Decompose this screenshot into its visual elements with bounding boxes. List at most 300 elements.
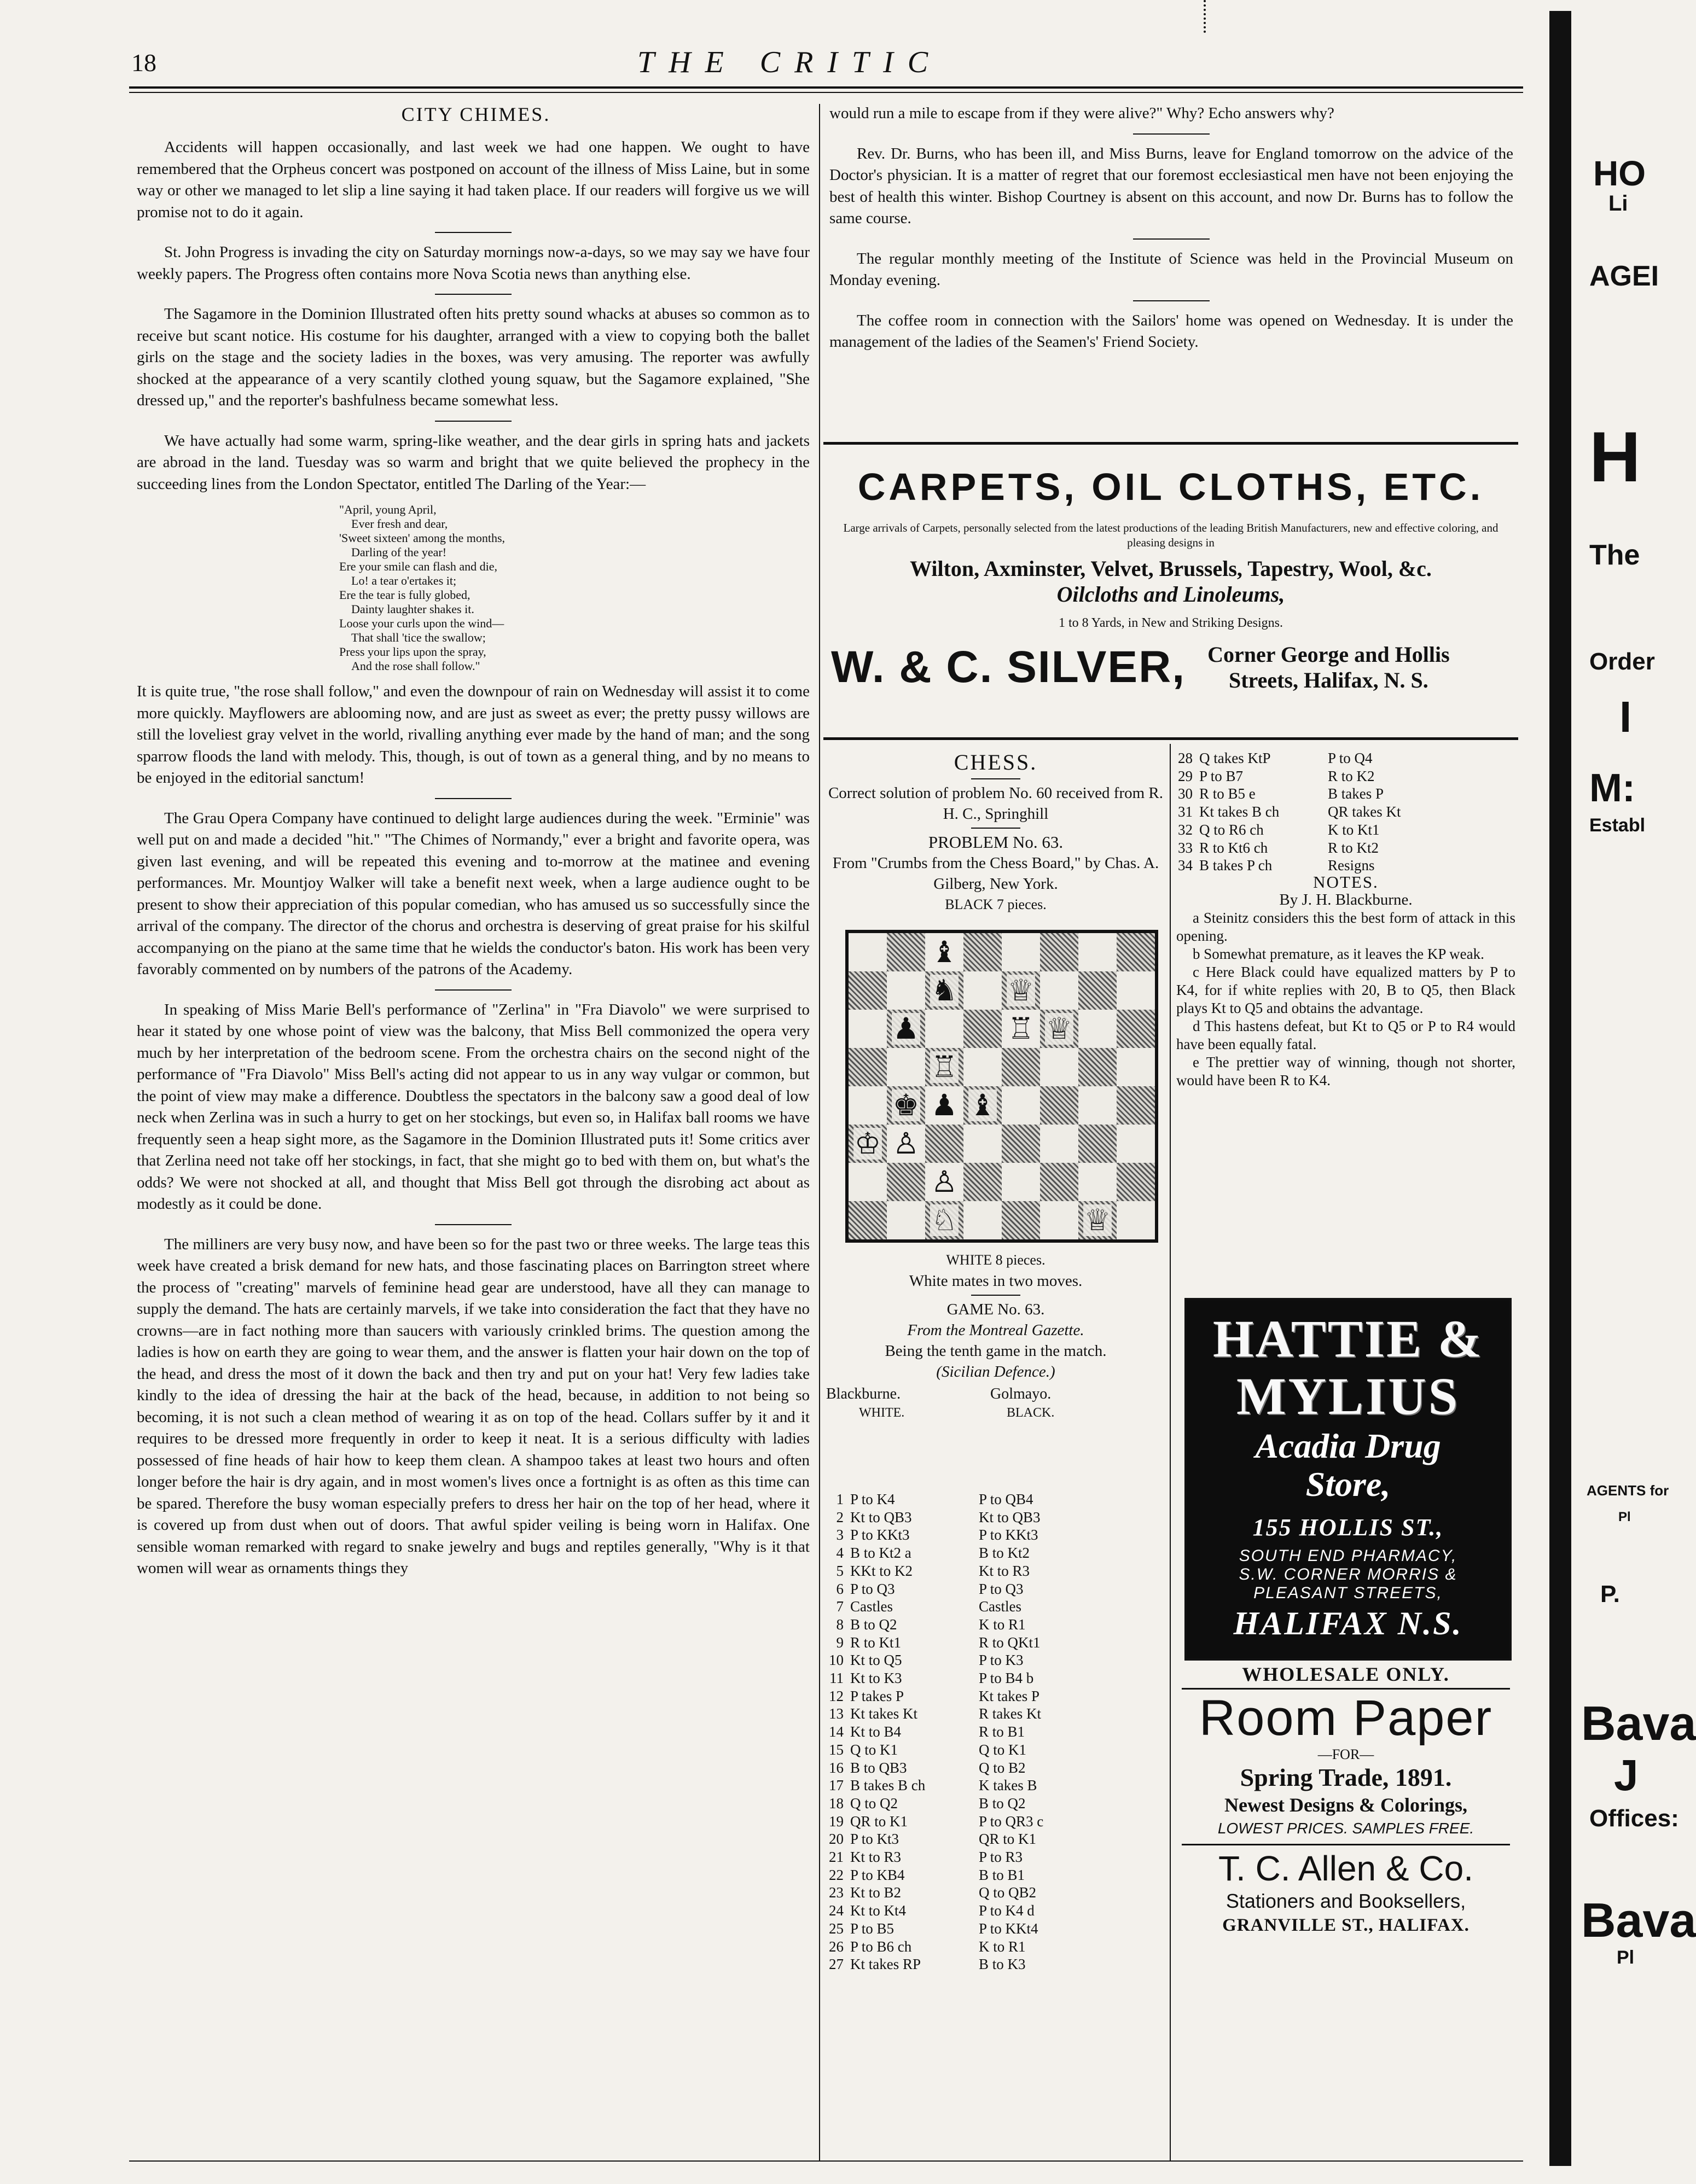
poem-line: Lo! a tear o'ertakes it; [351,574,457,587]
col2-paragraph: The regular monthly meeting of the Institute of Science was held in the Provincial Museum on Monday evening. [829,249,1513,289]
move-row [826,1669,1165,1687]
chess-piece: ♚ [892,1089,920,1122]
move-white: R to Kt6 ch [1199,839,1268,856]
room-paper-ad [1176,1663,1515,1937]
move-white: B to Kt2 a [850,1545,911,1562]
move-number: 17 [829,1777,844,1794]
board-square [963,1201,1002,1239]
board-square [849,1086,887,1125]
chess-piece: ♝ [969,1089,996,1122]
move-white: P to KKt3 [850,1527,910,1544]
move-black: K to R1 [979,1616,1026,1633]
chess-piece: ♔ [854,1127,881,1160]
board-square [1078,1125,1117,1163]
move-row [826,1580,1165,1598]
move-white: Kt to R3 [850,1849,902,1866]
col2-paragraph: The coffee room in connection with the Sailors' home was opened on Wednesday. It is under the management of the ladies of the Seamen's' Friend Society. [829,311,1513,351]
chess-piece: ♘ [931,1204,958,1237]
board-square [925,1125,963,1163]
problem-task: White mates in two moves. [909,1272,1083,1290]
neighbour-fragment: Offices: [1589,1805,1679,1832]
note: e The prettier way of winning, though not shorter, would have been R to K4. [1176,1054,1515,1088]
board-square [1040,1010,1078,1048]
board-square [963,1010,1002,1048]
move-black: Q to B2 [979,1759,1026,1776]
game-description: Being the tenth game in the match. [885,1342,1107,1360]
chess-piece: ♕ [1046,1012,1073,1045]
board-square [925,1201,963,1239]
move-number: 7 [836,1598,844,1615]
move-white: Kt to QB3 [850,1509,912,1525]
player-black: Golmayo. [990,1385,1052,1402]
neighbour-fragment: J [1614,1751,1639,1799]
move-white: Kt to B2 [850,1884,902,1901]
move-white: Q to K1 [850,1741,898,1758]
separator [1133,300,1210,301]
move-row [826,1902,1165,1920]
game-moves-left [826,1490,1165,1973]
move-number: 14 [829,1723,844,1740]
paper-ad-prices: LOWEST PRICES. SAMPLES FREE. [1217,1820,1474,1837]
board-square [887,1163,925,1201]
board-square [849,1163,887,1201]
paper-ad-for: —FOR— [1317,1746,1374,1762]
city-chimes-paragraph: The Grau Opera Company have continued to delight large audiences during the week. "Erminie" was well put on and made a decided "hit." "The Chimes of Normandy," ever a bright and favorite opera, was given last evening, and will be repeated this evening and to-morrow at the matinee and evening performances. Mr. Mountjoy Walker will take a benefit next week, when a large audience ought to be present to show their appreciation of this popular comedian, who has amused us so successfully since the arrival of the company. The director of the chorus and orchestra is deserving of great praise for his skilful accompanying on the piano at the same time that he wields the conductor's baton. His work has been very favorably commented on by numbers of the patrons of the Academy. [137,809,810,978]
poem-line: Ere your smile can flash and die, [339,560,497,573]
col2-paragraph: would run a mile to escape from if they were alive?" Why? Echo answers why? [829,104,1334,122]
city-chimes-paragraph: The milliners are very busy now, and have been so for the past two or three weeks. The large teas this week have created a brisk demand for new hats, and those fascinating places on Barrington street where the process of "creating" marvels of feminine head gear are understood, have all they can manage to supply the demand. The hats are certainly marvels, if we take into consideration the fact that they have no crowns—are in fact nothing more than saucers with variously crinkled brims. The question among the ladies is how on earth they are going to wear them, and the answer is flatten your hair down on the top of the head, and dress the most of it down the back and then try and put on your hat! Very few ladies take kindly to the idea of dressing the hair at the back of the head, because, in addition to not being so becoming, it is not such a clean method of wearing it as on top of the head. Collars suffer by it and it requires to be dressed more frequently in order to keep it neat. It is a serious difficulty with ladies possessed of fine heads of hair how to keep them clean. A shampoo takes at least two hours and often longer before the hair is dry again, and in most women's lives once a fortnight is as often as this time can be spared. Therefore the busy woman especially prefers to dress her hair on the top of her head, where it is covered up from dust when out of doors. That awful spider veiling is being worn in Halifax. One sensible woman remarked with regard to snake jewelry and bugs and reptiles generally, "Why is it that women will wear as ornaments things they [137,1235,810,1577]
move-black: P to K3 [979,1652,1024,1669]
drug-ad-store-2: Store, [1305,1465,1391,1504]
header-rule-2 [129,92,1523,93]
board-square [849,933,887,971]
drug-ad-address: 155 HOLLIS ST., [1252,1514,1444,1541]
move-row [826,1866,1165,1884]
move-number: 13 [829,1705,844,1722]
neighbour-fragment: HO [1593,154,1646,193]
chess-board [845,930,1158,1243]
label-white: WHITE. [859,1406,905,1420]
poem-line: And the rose shall follow." [351,659,480,673]
move-row [826,1598,1165,1616]
separator [435,421,512,422]
move-black: P to KKt3 [979,1527,1038,1544]
neighbour-fragment: Establ [1589,815,1646,836]
paper-ad-firm: T. C. Allen & Co. [1218,1849,1473,1888]
move-white: Kt takes B ch [1199,803,1280,820]
neighbour-fragment: Order [1589,648,1655,675]
carpets-ad [823,449,1518,733]
move-number: 24 [829,1902,844,1919]
carpets-kinds-2: Oilcloths and Linoleums, [1056,582,1285,607]
bottom-rule [129,2160,1523,2162]
game-moves-right [1175,749,1514,875]
move-row [826,1651,1165,1669]
board-square [1040,971,1078,1010]
paper-ad-street: GRANVILLE ST., HALIFAX. [1222,1915,1470,1935]
board-square [925,971,963,1010]
move-white: B to Q2 [850,1616,897,1633]
move-black: R to K2 [1328,767,1375,784]
paper-ad-product: Room Paper [1199,1690,1493,1746]
board-square [887,1010,925,1048]
move-black: P to Q3 [979,1580,1024,1597]
chess-piece: ♝ [931,936,958,969]
move-white: Castles [850,1598,893,1615]
move-number: 32 [1178,821,1193,838]
paper-ad-trade: Stationers and Booksellers, [1225,1890,1466,1912]
move-number: 21 [829,1849,844,1866]
move-white: P to B7 [1199,767,1244,784]
move-number: 9 [836,1634,844,1651]
paper-ad-rule-2 [1182,1844,1510,1845]
board-square [1117,1125,1155,1163]
board-square [1002,1086,1040,1125]
problem-source: From "Crumbs from the Chess Board," by Chas. A. Gilberg, New York. [832,854,1159,893]
chess-piece: ♟ [892,1012,920,1045]
move-black: P to QB4 [979,1491,1033,1507]
poem-line: Darling of the year! [351,545,447,559]
carpets-intro: Large arrivals of Carpets, personally selected from the latest productions of the leading British Manufacturers, new and effective coloring, and pleasing designs in [843,521,1498,549]
move-row [826,1884,1165,1902]
move-black: K to Kt1 [1328,821,1380,838]
move-row [1175,839,1514,857]
chess-piece: ♞ [931,974,958,1007]
move-number: 4 [836,1545,844,1562]
move-white: P to KB4 [850,1866,905,1883]
board-square [1040,933,1078,971]
move-row [826,1955,1165,1973]
move-black: B to K3 [979,1956,1026,1973]
city-chimes-paragraph: It is quite true, "the rose shall follow," and even the downpour of rain on Wednesday will assist it to come more quickly. Mayflowers are ablooming now, and are just as sweet as ever; the pretty pussy willows are still the loveliest gray velvet in the world, rivalling anything ever made by the hand of man; and the song sparrow floods the land with melody. This, though, is out of town as a general thing, and by no means to be enjoyed in the editorial sanctum! [137,683,810,787]
move-white: Kt to Q5 [850,1652,902,1669]
move-black: QR takes Kt [1328,803,1401,820]
move-row [826,1938,1165,1956]
move-number: 12 [829,1687,844,1704]
column-divider-2 [1170,744,1171,2160]
chess-section-lower [826,1250,1165,1422]
problem-title: PROBLEM No. 63. [928,832,1064,852]
move-black: Q to QB2 [979,1884,1037,1901]
board-square [1117,933,1155,971]
move-row [826,1830,1165,1848]
drug-ad-city: HALIFAX N.S. [1233,1605,1463,1641]
move-black: B to B1 [979,1866,1025,1883]
move-white: QR to K1 [850,1813,908,1830]
board-square [887,1201,925,1239]
move-white: Kt takes RP [850,1956,921,1973]
board-square [963,971,1002,1010]
move-white: P to B5 [850,1920,895,1937]
carpets-firm: W. & C. SILVER, [831,642,1186,692]
board-square [1078,1086,1117,1125]
move-black: R to Kt2 [1328,839,1379,856]
city-chimes-paragraph: The Sagamore in the Dominion Illustrated often hits pretty sound whacks at abuses so common as to receive but scant notice. His costume for his daughter, arranged with a view to copying both the ballet girls on the stage and the society ladies in the boxes, was very amusing. The reporter was awfully shocked at the appearance of a very scantily clothed young squaw, but the Sagamore explained, "She dressed up," and the reporter's bashfulness became somewhat less. [137,305,810,409]
board-square [1002,1201,1040,1239]
board-square [1117,1086,1155,1125]
move-number: 1 [836,1491,844,1507]
board-square [1040,1125,1078,1163]
move-number: 28 [1178,750,1193,766]
poem-line: Ever fresh and dear, [351,517,448,531]
board-square [849,1125,887,1163]
player-white: Blackburne. [826,1385,901,1402]
board-square [1002,1048,1040,1086]
move-black: P to K4 d [979,1902,1035,1919]
move-black: Kt to R3 [979,1562,1030,1579]
move-black: P to Q4 [1328,750,1373,766]
board-square [1040,1086,1078,1125]
board-square [1078,1201,1117,1239]
move-row [826,1723,1165,1741]
board-square [849,971,887,1010]
poem-line: 'Sweet sixteen' among the months, [339,531,506,545]
move-black: K to R1 [979,1938,1026,1955]
neighbour-fragment: Li [1608,191,1628,216]
move-black: R to QKt1 [979,1634,1041,1651]
note: a Steinitz considers this the best form of attack in this opening. [1176,910,1515,944]
board-square [849,1201,887,1239]
move-row [826,1526,1165,1544]
move-black: B to Kt2 [979,1545,1030,1562]
label-black: BLACK. [1007,1406,1055,1420]
separator [435,294,512,295]
move-row [1175,785,1514,803]
move-white: P to Q3 [850,1580,895,1597]
move-number: 30 [1178,785,1193,802]
carpets-address-2: Streets, Halifax, N. S. [1228,668,1428,692]
chess-solution: Correct solution of problem No. 60 received from R. H. C., Springhill [828,784,1164,823]
move-black: R takes Kt [979,1705,1041,1722]
move-white: P to B6 ch [850,1938,912,1955]
move-black: P to B4 b [979,1670,1034,1687]
move-number: 15 [829,1741,844,1758]
board-square [1040,1163,1078,1201]
move-black: P to QR3 c [979,1813,1044,1830]
move-row [1175,821,1514,839]
board-square [887,1125,925,1163]
move-row [826,1509,1165,1527]
board-square [1002,1125,1040,1163]
move-number: 26 [829,1938,844,1955]
move-number: 31 [1178,803,1193,820]
board-square [1078,933,1117,971]
drug-ad-line-1: SOUTH END PHARMACY, [1239,1547,1457,1565]
board-square [963,933,1002,971]
move-row [826,1920,1165,1938]
chess-heading: CHESS. [954,750,1038,774]
move-row [826,1544,1165,1562]
move-white: Kt to K3 [850,1670,902,1687]
drug-ad-line-3: PLEASANT STREETS, [1253,1584,1443,1602]
board-square [849,1010,887,1048]
move-number: 5 [836,1562,844,1579]
carpets-kinds: Wilton, Axminster, Velvet, Brussels, Tapestry, Wool, &c. [910,556,1432,581]
move-black: P to R3 [979,1849,1023,1866]
board-square [925,1048,963,1086]
poem-line: Loose your curls upon the wind— [339,616,504,630]
move-number: 29 [1178,767,1193,784]
move-number: 20 [829,1831,844,1848]
note: b Somewhat premature, as it leaves the KP weak. [1193,946,1484,962]
chess-piece: ♟ [931,1089,958,1122]
chess-piece: ♖ [931,1051,958,1084]
chess-notes [1176,873,1515,1090]
board-square [925,1010,963,1048]
move-row [826,1705,1165,1723]
board-square [1078,1010,1117,1048]
separator [971,1295,1020,1296]
city-chimes-paragraph: In speaking of Miss Marie Bell's performance of "Zerlina" in "Fra Diavolo" we were surprised to hear it stated by one whose point of view was the balcony, that Miss Bell commonized the opera very much by her interpretation of the bedroom scene. From the orchestra chairs on the second night of the performance of "Fra Diavolo" Miss Bell's acting did not appear to us in any way vulgar or common, but the point of view may make a difference. Doubtless the spectators in the balcony saw a good deal of low neck when Zerlina was in such a hurry to get on her stockings, but even so, in Halifax ball rooms we have frequently seen a heap sight more, as the Sagamore in the Dominion Illustrated puts it! Some critics aver that Zerlina need not take off her stockings, in fact, that she might go to bed with them on, but what's the odds? We were not shocked at all, and thought that Miss Bell got through the disrobing act about as modestly as it could be done. [137,1000,810,1213]
separator [1133,133,1210,135]
board-square [1117,971,1155,1010]
move-black: B to Q2 [979,1795,1026,1812]
paper-ad-wholesale: WHOLESALE ONLY. [1242,1663,1450,1685]
note: d This hastens defeat, but Kt to Q5 or P to R4 would have been equally fatal. [1176,1018,1515,1052]
chess-piece: ♙ [892,1127,920,1160]
move-white: P takes P [850,1687,904,1704]
board-square [963,1125,1002,1163]
board-square [963,1048,1002,1086]
board-square [1002,971,1040,1010]
board-square [1117,1010,1155,1048]
move-number: 16 [829,1759,844,1776]
neighbour-fragment: P. [1600,1581,1620,1608]
move-row [826,1616,1165,1634]
move-black: B takes P [1328,785,1384,802]
move-row [826,1634,1165,1652]
board-square [1002,1163,1040,1201]
separator [435,989,512,991]
separator [435,798,512,799]
move-black: Q to K1 [979,1741,1026,1758]
page-edge-bar [1549,11,1571,2166]
separator [971,828,1020,829]
separator [435,1224,512,1225]
chess-piece: ♕ [1084,1204,1111,1237]
move-row [1175,767,1514,785]
move-number: 22 [829,1866,844,1883]
paper-ad-rule [1182,1688,1510,1690]
column-divider [819,104,820,2160]
poem [137,503,810,673]
move-row [826,1687,1165,1705]
drug-ad-name-2: MYLIUS [1236,1367,1460,1425]
move-number: 19 [829,1813,844,1830]
move-number: 6 [836,1580,844,1597]
board-square [1002,933,1040,971]
poem-line: Dainty laughter shakes it. [351,602,474,616]
move-black: P to KKt4 [979,1920,1038,1937]
board-square [963,1163,1002,1201]
move-number: 10 [829,1652,844,1669]
carpets-sizes: 1 to 8 Yards, in New and Striking Designs. [1058,616,1283,630]
board-square [1078,1048,1117,1086]
move-row [826,1759,1165,1777]
move-black: K takes B [979,1777,1037,1794]
board-square [887,1048,925,1086]
neighbour-fragment: I [1619,692,1632,741]
header-rule [129,86,1523,89]
city-chimes-paragraph: Accidents will happen occasionally, and last week we had one happen. We ought to have remembered that the Orpheus concert was postponed on account of the illness of Miss Laine, but in some way or other we managed to let slip a line saying it had taken place. If our readers will forgive us we will promise not to do it again. [137,138,810,221]
move-number: 11 [829,1670,844,1687]
poem-line: Ere the tear is fully globed, [339,588,471,602]
move-white: Q takes KtP [1199,750,1271,766]
neighbour-fragment: AGEI [1589,260,1659,292]
neighbour-fragment: Bava [1581,1893,1696,1947]
move-white: Kt to B4 [850,1723,902,1740]
move-white: R to Kt1 [850,1634,902,1651]
city-chimes-heading: CITY CHIMES. [401,103,551,125]
chess-section [826,749,1165,915]
city-chimes-paragraph: St. John Progress is invading the city on Saturday mornings now-a-days, so we may say we have four weekly papers. The Progress often contains more Nova Scotia news than anything else. [137,243,810,283]
move-white: B to QB3 [850,1759,907,1776]
separator [971,778,1020,779]
move-white: Q to R6 ch [1199,821,1264,838]
board-square [887,933,925,971]
board-square [1002,1010,1040,1048]
move-number: 8 [836,1616,844,1633]
move-black: R to B1 [979,1723,1025,1740]
separator [1133,238,1210,240]
move-white: KKt to K2 [850,1562,913,1579]
move-number: 34 [1178,857,1193,874]
drug-ad-line-2: S.W. CORNER MORRIS & [1239,1565,1457,1583]
move-number: 25 [829,1920,844,1937]
drug-ad-name-1: HATTIE & [1212,1309,1484,1368]
move-number: 3 [836,1527,844,1544]
move-black: Kt takes P [979,1687,1039,1704]
game-opening: (Sicilian Defence.) [936,1363,1055,1381]
carpets-address-1: Corner George and Hollis [1207,642,1450,667]
board-square [1040,1048,1078,1086]
poem-line: Press your lips upon the spray, [339,645,486,659]
game-title: GAME No. 63. [946,1301,1045,1318]
move-white: R to B5 e [1199,785,1256,802]
move-number: 2 [836,1509,844,1525]
move-white: B takes P ch [1199,857,1273,874]
move-row [826,1848,1165,1866]
move-black: QR to K1 [979,1831,1037,1848]
ad-bottom-rule [823,737,1518,740]
board-square [1117,1163,1155,1201]
page-edge-dots [1204,0,1212,33]
poem-line: That shall 'tice the swallow; [351,631,486,644]
board-square [887,1086,925,1125]
board-square [925,933,963,971]
notes-title: NOTES. [1313,872,1379,892]
city-chimes-column [137,137,810,1598]
neighbour-fragment: Pl [1617,1947,1635,1968]
notes-byline: By J. H. Blackburne. [1279,891,1413,908]
neighbour-fragment: H [1589,417,1641,497]
move-row [826,1795,1165,1813]
move-black: Castles [979,1598,1021,1615]
ad-top-rule [823,442,1518,445]
col2-paragraph: Rev. Dr. Burns, who has been ill, and Miss Burns, leave for England tomorrow on the advice of the Doctor's physician. It is a matter of regret that our foremost ecclesiastical men have not been enjoying the best of health this winter. Bishop Courtney is absent on this account, and now Dr. Burns has to follow the same course. [829,144,1513,227]
move-white: P to K4 [850,1491,895,1507]
game-source: From the Montreal Gazette. [907,1321,1084,1339]
neighbour-fragment: M: [1589,766,1635,810]
move-number: 18 [829,1795,844,1812]
chess-piece: ♙ [931,1166,958,1198]
move-row [826,1813,1165,1831]
city-chimes-paragraph: We have actually had some warm, spring-like weather, and the dear girls in spring hats and jackets are abroad in the land. Tuesday was so warm and bright that we quite believed the prophecy in the succeeding lines from the London Spectator, entitled The Darling of the Year:— [137,432,810,493]
paper-ad-designs: Newest Designs & Colorings, [1224,1794,1467,1816]
white-label: WHITE 8 pieces. [946,1252,1046,1268]
move-number: 23 [829,1884,844,1901]
move-white: Kt to Kt4 [850,1902,907,1919]
